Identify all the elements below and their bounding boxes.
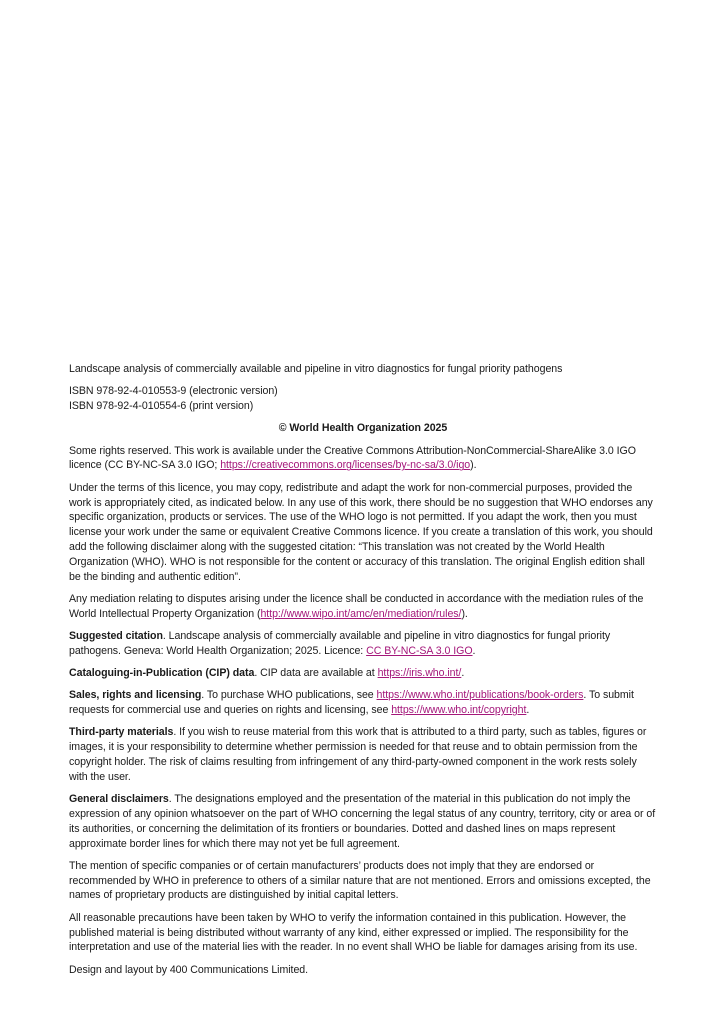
cip-after: . <box>461 667 465 680</box>
companies-paragraph: The mention of specific companies or of certain manufacturers’ products does not imply that they are endorsed or recommended by WHO in preference to others of a similar nature that are not mentioned. Errors and omissions excepted, the names of proprietary products are distinguished by initial capital letters. <box>69 859 651 902</box>
mediation-after: ). <box>461 607 468 620</box>
third-party-paragraph <box>69 725 657 784</box>
licence-link[interactable]: CC BY-NC-SA 3.0 IGO <box>366 644 473 657</box>
sales-paragraph <box>69 688 657 718</box>
citation-paragraph <box>69 629 657 659</box>
cip-paragraph <box>69 666 657 681</box>
citation-text: . Landscape analysis of commercially available and pipeline in vitro diagnostics for fungal priority pathogens. Geneva: World Health Organization; 2025. Licence: <box>69 629 611 657</box>
citation-label: Suggested citation <box>69 629 163 642</box>
third-party-text: . If you wish to reuse material from this work that is attributed to a third party, such as tables, figures or images, it is your responsibility to determine whether permission is needed for that reuse and to obtain permission from the copyright holder. The risk of claims resulting from infringement of any third-party-owned component in the work rests solely with the user. <box>69 726 647 783</box>
general-disclaimers-text: . The designations employed and the presentation of the material in this publication do not imply the expression of any opinion whatsoever on the part of WHO concerning the legal status of any country, territory, city or area or of its authorities, or concerning the delimitation of its frontiers or boundaries. Dotted and dashed lines on maps represent approximate border lines for which there may not yet be full agreement. <box>69 793 656 850</box>
cip-label: Cataloguing-in-Publication (CIP) data <box>69 667 255 680</box>
rights-text: Some rights reserved. This work is available under the Creative Commons Attribution-NonCommercial-ShareAlike 3.0 IGO licence (CC BY-NC-SA 3.0 IGO; <box>69 444 636 472</box>
citation-after: . <box>472 644 476 657</box>
cip-text: . CIP data are available at <box>254 667 378 680</box>
copyright-page-content <box>69 362 657 985</box>
mediation-paragraph <box>69 592 657 622</box>
precautions-paragraph: All reasonable precautions have been taken by WHO to verify the information contained in this publication. However, the published material is being distributed without warranty of any kind, either expressed or implied. The responsibility for the interpretation and use of the material lies with the reader. In no event shall WHO be liable for damages arising from its use. <box>69 911 638 954</box>
document-title: Landscape analysis of commercially available and pipeline in vitro diagnostics for fungal priority pathogens <box>69 363 563 375</box>
copyright-link[interactable]: https://www.who.int/copyright <box>391 704 527 717</box>
third-party-label: Third-party materials <box>69 726 174 739</box>
book-orders-link[interactable]: https://www.who.int/publications/book-orders <box>376 689 584 702</box>
creative-commons-link[interactable]: https://creativecommons.org/licenses/by-nc-sa/3.0/igo <box>220 459 471 472</box>
isbn-print: ISBN 978-92-4-010554-6 (print version) <box>69 400 254 413</box>
sales-after: . <box>526 704 530 717</box>
isbn-electronic: ISBN 978-92-4-010553-9 (electronic version) <box>69 385 278 398</box>
licence-terms-paragraph: Under the terms of this licence, you may copy, redistribute and adapt the work for non-commercial purposes, provided the work is appropriately cited, as indicated below. In any use of this work, there should be no suggestion that WHO endorses any specific organization, products or services. The use of the WHO logo is not permitted. If you adapt the work, then you must license your work under the same or equivalent Creative Commons licence. If you create a translation of this work, you should add the following disclaimer along with the suggested citation: “This translation was not created by the World Health Organization (WHO). WHO is not responsible for the content or accuracy of this translation. The original English edition shall be the binding and authentic edition”. <box>69 481 653 583</box>
rights-paragraph <box>69 444 657 474</box>
sales-label: Sales, rights and licensing <box>69 689 202 702</box>
rights-after: ). <box>470 459 477 472</box>
sales-mid: . To submit requests for commercial use and queries on rights and licensing, see <box>69 689 634 717</box>
wipo-mediation-link[interactable]: http://www.wipo.int/amc/en/mediation/rules/ <box>260 607 462 620</box>
iris-link[interactable]: https://iris.who.int/ <box>377 667 462 680</box>
mediation-text: Any mediation relating to disputes arising under the licence shall be conducted in accordance with the mediation rules of the World Intellectual Property Organization ( <box>69 592 644 620</box>
copyright-notice: © World Health Organization 2025 <box>278 422 448 435</box>
design-credit: Design and layout by 400 Communications Limited. <box>69 963 309 976</box>
general-disclaimers-label: General disclaimers <box>69 793 169 806</box>
general-disclaimers-paragraph <box>69 792 657 851</box>
sales-text: . To purchase WHO publications, see <box>201 689 377 702</box>
